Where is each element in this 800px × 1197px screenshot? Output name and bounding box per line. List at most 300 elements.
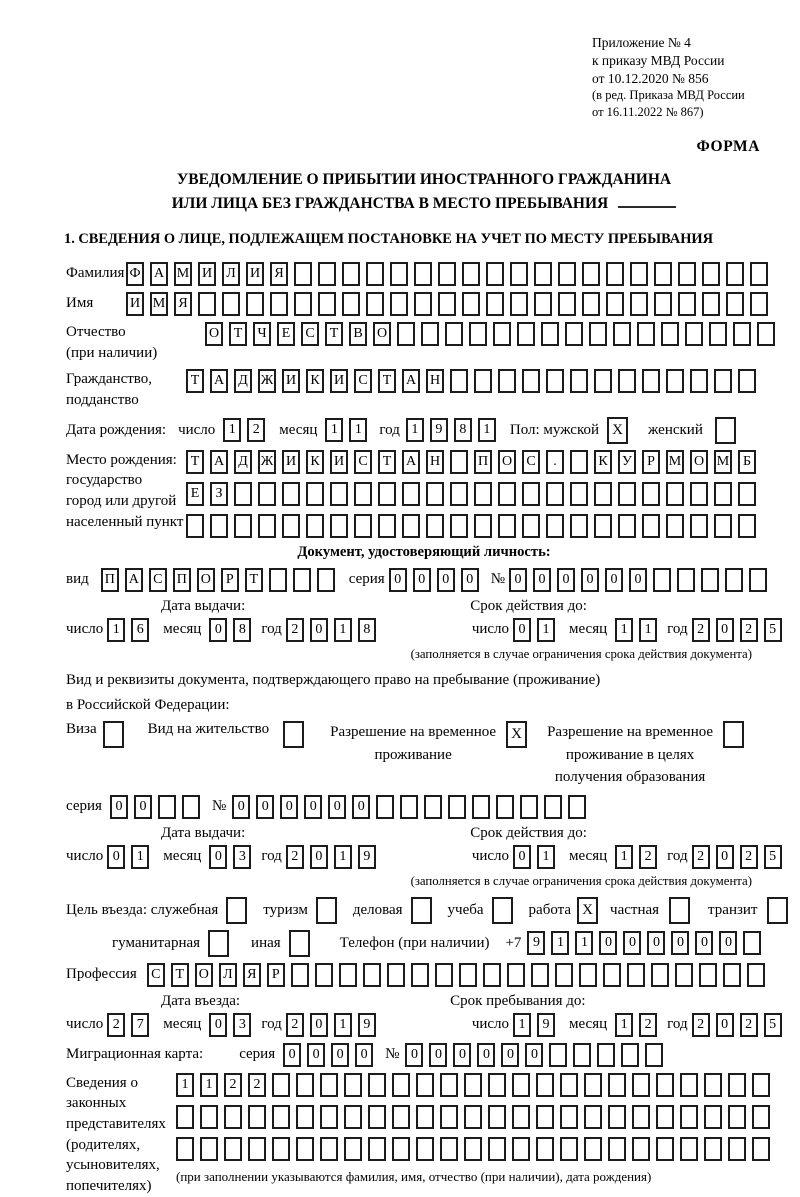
- birthplace-cell[interactable]: .: [546, 450, 564, 474]
- doc-kind-cell[interactable]: [293, 568, 311, 592]
- patronymic-cell[interactable]: С: [301, 322, 319, 346]
- birthplace-cell[interactable]: К: [594, 450, 612, 474]
- migcard-series-cell[interactable]: 0: [283, 1043, 301, 1067]
- doc-issue-month-cell[interactable]: 8: [233, 618, 251, 642]
- guardians-cell[interactable]: [680, 1073, 698, 1097]
- birthplace-cell[interactable]: [522, 514, 540, 538]
- stay-month-cell[interactable]: 2: [639, 1013, 657, 1037]
- profession-cell[interactable]: [291, 963, 309, 987]
- surname-cell[interactable]: [438, 262, 456, 286]
- birthplace-cell[interactable]: С: [522, 450, 540, 474]
- permit-number-cell[interactable]: 0: [352, 795, 370, 819]
- phone-digit-cell[interactable]: [743, 931, 761, 955]
- patronymic-cell[interactable]: [613, 322, 631, 346]
- guardians-cell[interactable]: [416, 1105, 434, 1129]
- birth-day-cell[interactable]: 2: [247, 418, 265, 442]
- birthplace-cell[interactable]: А: [210, 450, 228, 474]
- guardians-cell[interactable]: 2: [224, 1073, 242, 1097]
- surname-cell[interactable]: [462, 262, 480, 286]
- guardians-cell[interactable]: [392, 1105, 410, 1129]
- guardians-cell[interactable]: [464, 1137, 482, 1161]
- guardians-cell[interactable]: [320, 1137, 338, 1161]
- migcard-number-cell[interactable]: 0: [525, 1043, 543, 1067]
- migcard-number-cell[interactable]: 0: [405, 1043, 423, 1067]
- phone-digit-cell[interactable]: 0: [623, 931, 641, 955]
- birth-year-cell[interactable]: 1: [478, 418, 496, 442]
- doc-valid-day-cell[interactable]: 1: [537, 618, 555, 642]
- doc-kind-cell[interactable]: А: [125, 568, 143, 592]
- citizenship-cell[interactable]: [666, 369, 684, 393]
- surname-cell[interactable]: [558, 262, 576, 286]
- patronymic-cell[interactable]: [685, 322, 703, 346]
- phone-digit-cell[interactable]: 0: [599, 931, 617, 955]
- profession-cell[interactable]: Т: [171, 963, 189, 987]
- guardians-cell[interactable]: [728, 1137, 746, 1161]
- migcard-series-cell[interactable]: 0: [331, 1043, 349, 1067]
- patronymic-cell[interactable]: [469, 322, 487, 346]
- migcard-number-cell[interactable]: 0: [477, 1043, 495, 1067]
- surname-cell[interactable]: И: [246, 262, 264, 286]
- birthplace-cell[interactable]: [402, 514, 420, 538]
- doc-kind-cell[interactable]: П: [173, 568, 191, 592]
- birthplace-cell[interactable]: [450, 514, 468, 538]
- name-cell[interactable]: [246, 292, 264, 316]
- migcard-number-cell[interactable]: 0: [429, 1043, 447, 1067]
- migcard-number-cell[interactable]: 0: [453, 1043, 471, 1067]
- birthplace-cell[interactable]: [498, 482, 516, 506]
- stay-year-cell[interactable]: 5: [764, 1013, 782, 1037]
- visa-checkbox[interactable]: [103, 721, 124, 748]
- purpose-work-checkbox[interactable]: X: [577, 897, 598, 924]
- birthplace-cell[interactable]: [546, 482, 564, 506]
- birthplace-cell[interactable]: [330, 514, 348, 538]
- doc-kind-cell[interactable]: [269, 568, 287, 592]
- birthplace-cell[interactable]: П: [474, 450, 492, 474]
- birthplace-cell[interactable]: [594, 482, 612, 506]
- stay-month-cell[interactable]: 1: [615, 1013, 633, 1037]
- permit-valid-year-cell[interactable]: 2: [692, 845, 710, 869]
- guardians-cell[interactable]: [512, 1105, 530, 1129]
- birthplace-cell[interactable]: Н: [426, 450, 444, 474]
- birthplace-cell[interactable]: [618, 514, 636, 538]
- name-cell[interactable]: [270, 292, 288, 316]
- sex-female-checkbox[interactable]: [715, 417, 736, 444]
- purpose-private-checkbox[interactable]: [669, 897, 690, 924]
- doc-number-cell[interactable]: 0: [557, 568, 575, 592]
- guardians-cell[interactable]: [344, 1073, 362, 1097]
- name-cell[interactable]: [438, 292, 456, 316]
- permit-series-cell[interactable]: [182, 795, 200, 819]
- doc-number-cell[interactable]: 0: [629, 568, 647, 592]
- doc-valid-month-cell[interactable]: 1: [615, 618, 633, 642]
- guardians-cell[interactable]: [416, 1073, 434, 1097]
- guardians-cell[interactable]: [584, 1073, 602, 1097]
- doc-issue-year-cell[interactable]: 0: [310, 618, 328, 642]
- birthplace-cell[interactable]: [258, 514, 276, 538]
- birthplace-cell[interactable]: [474, 482, 492, 506]
- purpose-other-checkbox[interactable]: [289, 930, 310, 957]
- guardians-cell[interactable]: [608, 1105, 626, 1129]
- patronymic-cell[interactable]: О: [373, 322, 391, 346]
- profession-cell[interactable]: [435, 963, 453, 987]
- citizenship-cell[interactable]: [498, 369, 516, 393]
- guardians-cell[interactable]: [560, 1073, 578, 1097]
- doc-valid-year-cell[interactable]: 2: [692, 618, 710, 642]
- phone-digit-cell[interactable]: 9: [527, 931, 545, 955]
- guardians-cell[interactable]: [752, 1137, 770, 1161]
- birthplace-cell[interactable]: Б: [738, 450, 756, 474]
- patronymic-cell[interactable]: [397, 322, 415, 346]
- profession-cell[interactable]: [579, 963, 597, 987]
- purpose-business-checkbox[interactable]: [411, 897, 432, 924]
- guardians-cell[interactable]: 2: [248, 1073, 266, 1097]
- guardians-cell[interactable]: [752, 1105, 770, 1129]
- doc-number-cell[interactable]: [677, 568, 695, 592]
- birthplace-cell[interactable]: [714, 514, 732, 538]
- citizenship-cell[interactable]: [546, 369, 564, 393]
- phone-digit-cell[interactable]: 0: [671, 931, 689, 955]
- name-cell[interactable]: [654, 292, 672, 316]
- name-cell[interactable]: [558, 292, 576, 316]
- surname-cell[interactable]: [534, 262, 552, 286]
- birthplace-cell[interactable]: И: [330, 450, 348, 474]
- guardians-cell[interactable]: [224, 1105, 242, 1129]
- guardians-cell[interactable]: [248, 1137, 266, 1161]
- guardians-cell[interactable]: [560, 1137, 578, 1161]
- profession-cell[interactable]: [603, 963, 621, 987]
- birthplace-cell[interactable]: [642, 514, 660, 538]
- doc-issue-year-cell[interactable]: 2: [286, 618, 304, 642]
- name-cell[interactable]: Я: [174, 292, 192, 316]
- birthplace-cell[interactable]: [666, 514, 684, 538]
- profession-cell[interactable]: [483, 963, 501, 987]
- patronymic-cell[interactable]: [493, 322, 511, 346]
- name-cell[interactable]: И: [126, 292, 144, 316]
- citizenship-cell[interactable]: А: [402, 369, 420, 393]
- birthplace-cell[interactable]: Т: [378, 450, 396, 474]
- permit-series-cell[interactable]: 0: [134, 795, 152, 819]
- birthplace-cell[interactable]: К: [306, 450, 324, 474]
- patronymic-cell[interactable]: Т: [229, 322, 247, 346]
- guardians-cell[interactable]: [632, 1105, 650, 1129]
- profession-cell[interactable]: [507, 963, 525, 987]
- surname-cell[interactable]: Ф: [126, 262, 144, 286]
- birthplace-cell[interactable]: [738, 482, 756, 506]
- guardians-cell[interactable]: [272, 1073, 290, 1097]
- guardians-cell[interactable]: [368, 1073, 386, 1097]
- name-cell[interactable]: М: [150, 292, 168, 316]
- permit-valid-month-cell[interactable]: 1: [615, 845, 633, 869]
- migcard-number-cell[interactable]: [597, 1043, 615, 1067]
- guardians-cell[interactable]: [440, 1137, 458, 1161]
- patronymic-cell[interactable]: [565, 322, 583, 346]
- profession-cell[interactable]: [459, 963, 477, 987]
- permit-valid-day-cell[interactable]: 0: [513, 845, 531, 869]
- name-cell[interactable]: [342, 292, 360, 316]
- birth-year-cell[interactable]: 9: [430, 418, 448, 442]
- permit-number-cell[interactable]: 0: [232, 795, 250, 819]
- guardians-cell[interactable]: [512, 1073, 530, 1097]
- name-cell[interactable]: [630, 292, 648, 316]
- guardians-cell[interactable]: [320, 1105, 338, 1129]
- purpose-humanitarian-checkbox[interactable]: [208, 930, 229, 957]
- guardians-cell[interactable]: [488, 1073, 506, 1097]
- permit-issue-year-cell[interactable]: 2: [286, 845, 304, 869]
- guardians-cell[interactable]: 1: [176, 1073, 194, 1097]
- profession-cell[interactable]: [675, 963, 693, 987]
- birthplace-cell[interactable]: [426, 514, 444, 538]
- guardians-cell[interactable]: [272, 1137, 290, 1161]
- birthplace-cell[interactable]: [402, 482, 420, 506]
- purpose-study-checkbox[interactable]: [492, 897, 513, 924]
- doc-kind-cell[interactable]: [317, 568, 335, 592]
- guardians-cell[interactable]: [200, 1137, 218, 1161]
- doc-kind-cell[interactable]: Т: [245, 568, 263, 592]
- birthplace-cell[interactable]: [570, 450, 588, 474]
- profession-cell[interactable]: [723, 963, 741, 987]
- permit-issue-year-cell[interactable]: 9: [358, 845, 376, 869]
- stay-year-cell[interactable]: 0: [716, 1013, 734, 1037]
- name-cell[interactable]: [198, 292, 216, 316]
- surname-cell[interactable]: М: [174, 262, 192, 286]
- surname-cell[interactable]: [750, 262, 768, 286]
- guardians-cell[interactable]: [704, 1105, 722, 1129]
- permit-number-cell[interactable]: [568, 795, 586, 819]
- name-cell[interactable]: [702, 292, 720, 316]
- guardians-cell[interactable]: [584, 1137, 602, 1161]
- birthplace-cell[interactable]: [330, 482, 348, 506]
- doc-series-cell[interactable]: 0: [437, 568, 455, 592]
- permit-issue-day-cell[interactable]: 0: [107, 845, 125, 869]
- birthplace-cell[interactable]: [258, 482, 276, 506]
- name-cell[interactable]: [390, 292, 408, 316]
- birthplace-cell[interactable]: [618, 482, 636, 506]
- doc-issue-year-cell[interactable]: 8: [358, 618, 376, 642]
- guardians-cell[interactable]: [560, 1105, 578, 1129]
- name-cell[interactable]: [678, 292, 696, 316]
- guardians-cell[interactable]: [488, 1137, 506, 1161]
- permit-number-cell[interactable]: [520, 795, 538, 819]
- birthplace-cell[interactable]: [690, 514, 708, 538]
- entry-day-cell[interactable]: 7: [131, 1013, 149, 1037]
- surname-cell[interactable]: [414, 262, 432, 286]
- profession-cell[interactable]: [387, 963, 405, 987]
- profession-cell[interactable]: Л: [219, 963, 237, 987]
- surname-cell[interactable]: Я: [270, 262, 288, 286]
- migcard-series-cell[interactable]: 0: [355, 1043, 373, 1067]
- profession-cell[interactable]: [531, 963, 549, 987]
- guardians-cell[interactable]: [272, 1105, 290, 1129]
- birthplace-cell[interactable]: [714, 482, 732, 506]
- birthplace-cell[interactable]: [522, 482, 540, 506]
- patronymic-cell[interactable]: Е: [277, 322, 295, 346]
- guardians-cell[interactable]: [536, 1073, 554, 1097]
- permit-number-cell[interactable]: [496, 795, 514, 819]
- citizenship-cell[interactable]: [738, 369, 756, 393]
- birthplace-cell[interactable]: [594, 514, 612, 538]
- doc-series-cell[interactable]: 0: [461, 568, 479, 592]
- surname-cell[interactable]: Л: [222, 262, 240, 286]
- citizenship-cell[interactable]: [714, 369, 732, 393]
- doc-number-cell[interactable]: [701, 568, 719, 592]
- citizenship-cell[interactable]: Т: [378, 369, 396, 393]
- permit-number-cell[interactable]: [448, 795, 466, 819]
- permit-number-cell[interactable]: 0: [304, 795, 322, 819]
- citizenship-cell[interactable]: [642, 369, 660, 393]
- birthplace-cell[interactable]: [282, 514, 300, 538]
- patronymic-cell[interactable]: О: [205, 322, 223, 346]
- citizenship-cell[interactable]: Н: [426, 369, 444, 393]
- name-cell[interactable]: [750, 292, 768, 316]
- doc-number-cell[interactable]: [653, 568, 671, 592]
- citizenship-cell[interactable]: А: [210, 369, 228, 393]
- doc-issue-month-cell[interactable]: 0: [209, 618, 227, 642]
- citizenship-cell[interactable]: Ж: [258, 369, 276, 393]
- profession-cell[interactable]: О: [195, 963, 213, 987]
- birthplace-cell[interactable]: [690, 482, 708, 506]
- profession-cell[interactable]: [411, 963, 429, 987]
- citizenship-cell[interactable]: С: [354, 369, 372, 393]
- entry-year-cell[interactable]: 1: [334, 1013, 352, 1037]
- guardians-cell[interactable]: [368, 1137, 386, 1161]
- birthplace-cell[interactable]: [666, 482, 684, 506]
- doc-series-cell[interactable]: 0: [389, 568, 407, 592]
- birth-month-cell[interactable]: 1: [325, 418, 343, 442]
- guardians-cell[interactable]: [752, 1073, 770, 1097]
- birthplace-cell[interactable]: [474, 514, 492, 538]
- entry-year-cell[interactable]: 2: [286, 1013, 304, 1037]
- guardians-cell[interactable]: [320, 1073, 338, 1097]
- permit-series-cell[interactable]: 0: [110, 795, 128, 819]
- citizenship-cell[interactable]: [690, 369, 708, 393]
- residence-permit-checkbox[interactable]: [283, 721, 304, 748]
- name-cell[interactable]: [414, 292, 432, 316]
- birthplace-cell[interactable]: [426, 482, 444, 506]
- name-cell[interactable]: [366, 292, 384, 316]
- patronymic-cell[interactable]: [757, 322, 775, 346]
- guardians-cell[interactable]: [464, 1073, 482, 1097]
- name-cell[interactable]: [606, 292, 624, 316]
- entry-month-cell[interactable]: 3: [233, 1013, 251, 1037]
- guardians-cell[interactable]: [680, 1137, 698, 1161]
- guardians-cell[interactable]: [440, 1073, 458, 1097]
- migcard-number-cell[interactable]: [621, 1043, 639, 1067]
- guardians-cell[interactable]: [296, 1073, 314, 1097]
- permit-number-cell[interactable]: 0: [328, 795, 346, 819]
- guardians-cell[interactable]: [200, 1105, 218, 1129]
- citizenship-cell[interactable]: [594, 369, 612, 393]
- profession-cell[interactable]: [627, 963, 645, 987]
- profession-cell[interactable]: [699, 963, 717, 987]
- doc-number-cell[interactable]: [725, 568, 743, 592]
- guardians-cell[interactable]: [728, 1105, 746, 1129]
- permit-issue-month-cell[interactable]: 0: [209, 845, 227, 869]
- guardians-cell[interactable]: 1: [200, 1073, 218, 1097]
- permit-series-cell[interactable]: [158, 795, 176, 819]
- name-cell[interactable]: [318, 292, 336, 316]
- phone-digit-cell[interactable]: 0: [647, 931, 665, 955]
- patronymic-cell[interactable]: [541, 322, 559, 346]
- migcard-number-cell[interactable]: [645, 1043, 663, 1067]
- birth-year-cell[interactable]: 1: [406, 418, 424, 442]
- birthplace-cell[interactable]: [234, 482, 252, 506]
- guardians-cell[interactable]: [344, 1105, 362, 1129]
- surname-cell[interactable]: [318, 262, 336, 286]
- guardians-cell[interactable]: [656, 1073, 674, 1097]
- stay-day-cell[interactable]: 1: [513, 1013, 531, 1037]
- doc-issue-year-cell[interactable]: 1: [334, 618, 352, 642]
- patronymic-cell[interactable]: [637, 322, 655, 346]
- birth-month-cell[interactable]: 1: [349, 418, 367, 442]
- doc-valid-day-cell[interactable]: 0: [513, 618, 531, 642]
- surname-cell[interactable]: [654, 262, 672, 286]
- permit-issue-month-cell[interactable]: 3: [233, 845, 251, 869]
- purpose-official-checkbox[interactable]: [226, 897, 247, 924]
- birthplace-cell[interactable]: А: [402, 450, 420, 474]
- name-cell[interactable]: [294, 292, 312, 316]
- guardians-cell[interactable]: [608, 1073, 626, 1097]
- guardians-cell[interactable]: [536, 1105, 554, 1129]
- migcard-number-cell[interactable]: [573, 1043, 591, 1067]
- guardians-cell[interactable]: [632, 1073, 650, 1097]
- permit-number-cell[interactable]: [376, 795, 394, 819]
- profession-cell[interactable]: [315, 963, 333, 987]
- name-cell[interactable]: [534, 292, 552, 316]
- guardians-cell[interactable]: [416, 1137, 434, 1161]
- stay-year-cell[interactable]: 2: [692, 1013, 710, 1037]
- patronymic-cell[interactable]: Т: [325, 322, 343, 346]
- birthplace-cell[interactable]: [354, 514, 372, 538]
- citizenship-cell[interactable]: [450, 369, 468, 393]
- birthplace-cell[interactable]: Е: [186, 482, 204, 506]
- permit-valid-day-cell[interactable]: 1: [537, 845, 555, 869]
- citizenship-cell[interactable]: [522, 369, 540, 393]
- doc-issue-day-cell[interactable]: 6: [131, 618, 149, 642]
- citizenship-cell[interactable]: К: [306, 369, 324, 393]
- profession-cell[interactable]: Я: [243, 963, 261, 987]
- permit-valid-year-cell[interactable]: 0: [716, 845, 734, 869]
- profession-cell[interactable]: Р: [267, 963, 285, 987]
- profession-cell[interactable]: [747, 963, 765, 987]
- birth-day-cell[interactable]: 1: [223, 418, 241, 442]
- citizenship-cell[interactable]: Т: [186, 369, 204, 393]
- permit-number-cell[interactable]: [544, 795, 562, 819]
- birthplace-cell[interactable]: Д: [234, 450, 252, 474]
- birthplace-cell[interactable]: Ж: [258, 450, 276, 474]
- birthplace-cell[interactable]: [738, 514, 756, 538]
- phone-digit-cell[interactable]: 1: [551, 931, 569, 955]
- guardians-cell[interactable]: [536, 1137, 554, 1161]
- profession-cell[interactable]: [339, 963, 357, 987]
- sex-male-checkbox[interactable]: X: [607, 417, 628, 444]
- birthplace-cell[interactable]: М: [666, 450, 684, 474]
- doc-kind-cell[interactable]: О: [197, 568, 215, 592]
- birthplace-cell[interactable]: Т: [186, 450, 204, 474]
- birthplace-cell[interactable]: М: [714, 450, 732, 474]
- phone-digit-cell[interactable]: 0: [695, 931, 713, 955]
- patronymic-cell[interactable]: [709, 322, 727, 346]
- guardians-cell[interactable]: [704, 1073, 722, 1097]
- stay-year-cell[interactable]: 2: [740, 1013, 758, 1037]
- guardians-cell[interactable]: [464, 1105, 482, 1129]
- permit-number-cell[interactable]: 0: [280, 795, 298, 819]
- guardians-cell[interactable]: [704, 1137, 722, 1161]
- name-cell[interactable]: [726, 292, 744, 316]
- profession-cell[interactable]: [651, 963, 669, 987]
- profession-cell[interactable]: [363, 963, 381, 987]
- guardians-cell[interactable]: [728, 1073, 746, 1097]
- birthplace-cell[interactable]: [570, 482, 588, 506]
